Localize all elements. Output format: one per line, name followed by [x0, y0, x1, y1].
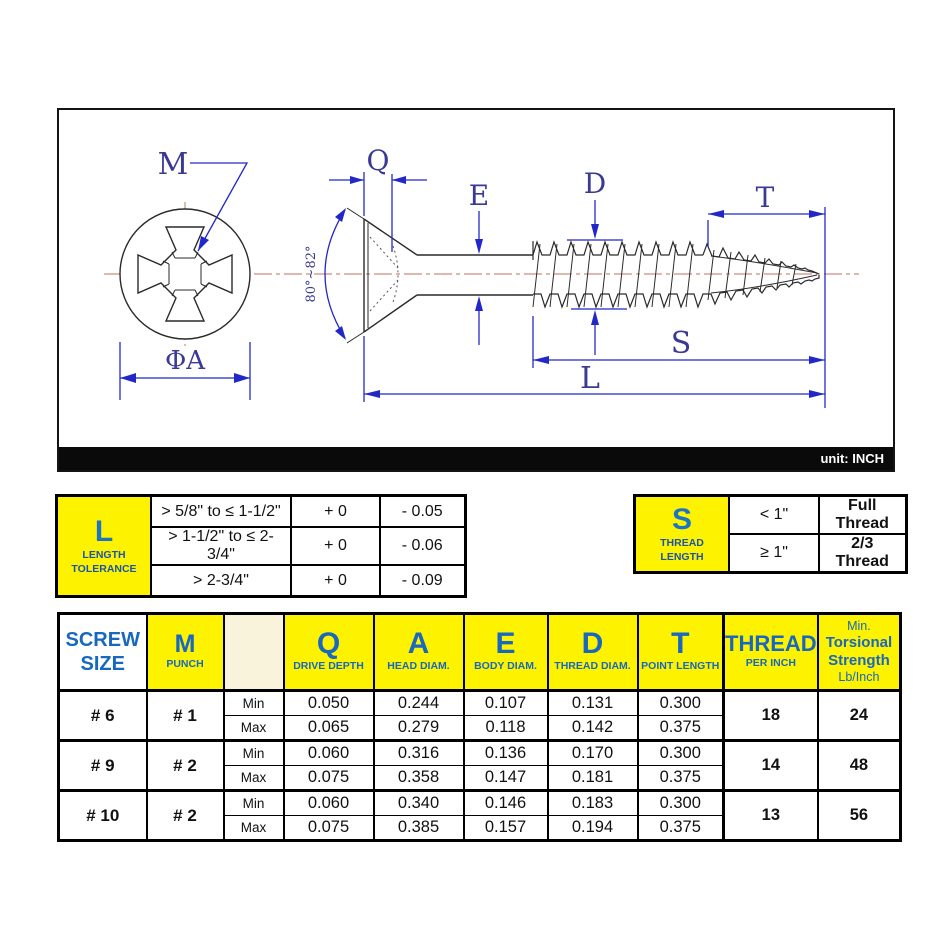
table-cell: Max [224, 816, 284, 841]
table-cell: 13 [724, 791, 818, 841]
table-cell: < 1" [729, 496, 819, 535]
header-q-drive-depth: Q DRIVE DEPTH [284, 614, 374, 691]
table-cell: 0.075 [284, 766, 374, 791]
table-cell: 24 [818, 691, 901, 741]
table-cell: Min [224, 741, 284, 766]
table-cell: - 0.09 [380, 565, 465, 597]
label-angle: 80°~82° [304, 245, 319, 303]
dim-s [533, 316, 825, 368]
table-cell: # 9 [59, 741, 147, 791]
spec-header-row [59, 614, 901, 691]
table-cell: 56 [818, 791, 901, 841]
table-cell: 0.107 [464, 691, 548, 716]
header-a-head-diam: A HEAD DIAM. [374, 614, 464, 691]
table-cell: 0.300 [638, 691, 724, 716]
table-cell: # 10 [59, 791, 147, 841]
technical-drawing-panel [57, 108, 895, 472]
table-cell: 48 [818, 741, 901, 791]
head-circle [120, 209, 250, 339]
spec-row-10-min [59, 791, 901, 816]
table-cell: 0.244 [374, 691, 464, 716]
label-s: S [670, 326, 692, 361]
table-cell: 0.060 [284, 791, 374, 816]
screw-drawing [59, 110, 893, 447]
table-row [57, 496, 466, 528]
table-cell: 0.050 [284, 691, 374, 716]
table-cell: 0.279 [374, 716, 464, 741]
header-m-punch: M PUNCH [147, 614, 224, 691]
table-cell: 0.300 [638, 741, 724, 766]
table-cell: + 0 [291, 565, 380, 597]
table-cell: Max [224, 716, 284, 741]
unit-label: unit: INCH [820, 451, 884, 466]
table-cell: > 5/8" to ≤ 1-1/2" [151, 496, 291, 528]
header-thread-per-inch: THREAD PER INCH [724, 614, 818, 691]
l-key-cell [57, 496, 152, 597]
header-t-point-length: T POINT LENGTH [638, 614, 724, 691]
table-cell: 0.170 [548, 741, 638, 766]
s-key-sub-2: LENGTH [660, 550, 704, 563]
table-cell: 0.060 [284, 741, 374, 766]
table-cell: 0.385 [374, 816, 464, 841]
thread-helix-lines [533, 244, 796, 307]
dim-q [329, 144, 427, 252]
table-cell: 0.075 [284, 816, 374, 841]
table-cell: 0.118 [464, 716, 548, 741]
dim-d [567, 167, 627, 355]
table-cell: + 0 [291, 496, 380, 528]
unit-bar [59, 447, 893, 470]
table-cell: Min [224, 691, 284, 716]
table-cell: 0.157 [464, 816, 548, 841]
table-cell: # 2 [147, 791, 224, 841]
table-cell: 0.375 [638, 716, 724, 741]
header-minmax-empty [224, 614, 284, 691]
length-tolerance-table [55, 494, 467, 598]
table-cell: 0.065 [284, 716, 374, 741]
table-cell: 0.147 [464, 766, 548, 791]
table-cell: # 6 [59, 691, 147, 741]
label-t: T [755, 181, 775, 214]
label-l: L [580, 361, 600, 396]
spec-row-6-min [59, 691, 901, 716]
table-cell: > 2-3/4" [151, 565, 291, 597]
label-phi-a: ΦA [164, 346, 206, 376]
table-cell: 0.316 [374, 741, 464, 766]
table-cell: # 2 [147, 741, 224, 791]
table-cell: > 1-1/2" to ≤ 2-3/4" [151, 527, 291, 565]
table-row [635, 496, 907, 535]
table-cell: Full Thread [819, 496, 906, 535]
table-cell: 0.131 [548, 691, 638, 716]
spec-table [57, 612, 902, 842]
table-cell: 0.375 [638, 766, 724, 791]
table-cell: 0.340 [374, 791, 464, 816]
table-cell: + 0 [291, 527, 380, 565]
table-cell: 0.300 [638, 791, 724, 816]
s-key-letter: S [671, 503, 692, 537]
spec-row-9-min [59, 741, 901, 766]
head-top-view [120, 209, 250, 339]
thread-length-table [633, 494, 908, 574]
table-cell: 18 [724, 691, 818, 741]
table-cell: 0.142 [548, 716, 638, 741]
header-torsional-strength: Min. Torsional Strength Lb/Inch [818, 614, 901, 691]
dim-phi-a [120, 342, 250, 400]
label-d: D [583, 167, 607, 200]
label-e: E [468, 179, 490, 212]
l-key-sub-1: LENGTH [82, 548, 126, 561]
s-key-sub-1: THREAD [660, 536, 704, 549]
header-screw-size: SCREW SIZE [59, 614, 147, 691]
table-cell: Max [224, 766, 284, 791]
table-cell: 0.375 [638, 816, 724, 841]
table-cell: 0.181 [548, 766, 638, 791]
header-d-thread-diam: D THREAD DIAM. [548, 614, 638, 691]
table-cell: 0.358 [374, 766, 464, 791]
table-cell: 0.194 [548, 816, 638, 841]
l-key-sub-2: TOLERANCE [71, 562, 137, 575]
table-cell: 2/3 Thread [819, 534, 906, 573]
table-cell: 0.183 [548, 791, 638, 816]
table-cell: - 0.05 [380, 496, 465, 528]
table-cell: # 1 [147, 691, 224, 741]
l-key-letter: L [94, 515, 114, 549]
table-cell: 14 [724, 741, 818, 791]
table-cell: ≥ 1" [729, 534, 819, 573]
label-m: M [157, 147, 189, 182]
head-side-view [347, 208, 533, 343]
label-q: Q [366, 144, 390, 177]
table-cell: Min [224, 791, 284, 816]
s-key-cell [635, 496, 730, 573]
header-e-body-diam: E BODY DIAM. [464, 614, 548, 691]
table-cell: 0.136 [464, 741, 548, 766]
table-cell: - 0.06 [380, 527, 465, 565]
table-cell: 0.146 [464, 791, 548, 816]
dim-e [469, 179, 489, 345]
